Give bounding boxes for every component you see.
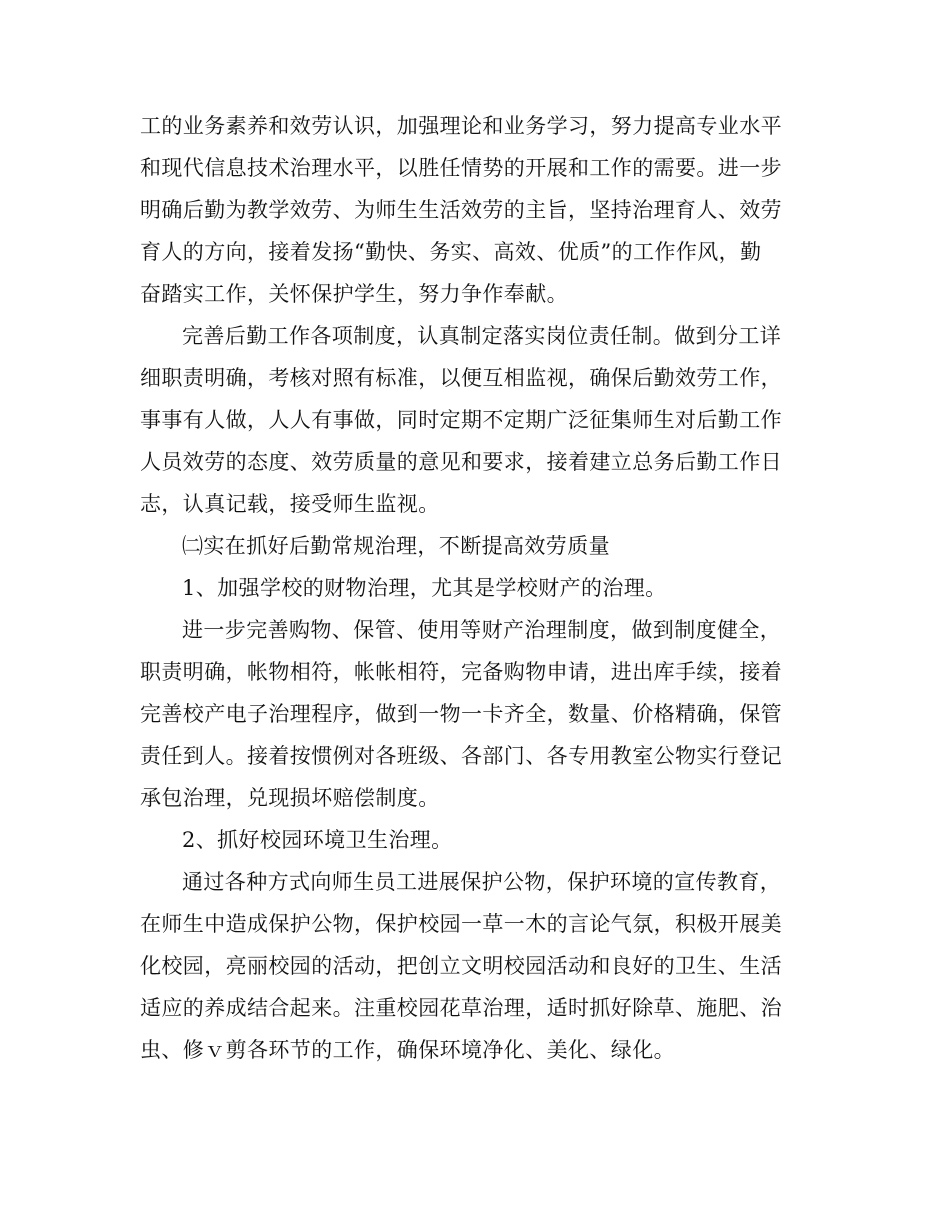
text-line: 完善校产电子治理程序，做到一物一卡齐全，数量、价格精确，保管: [140, 702, 782, 726]
text-line: 适应的养成结合起来。注重校园花草治理，适时抓好除草、施肥、治: [140, 996, 782, 1020]
text-line: 在师生中造成保护公物，保护校园一草一木的言论气氛，积极开展美: [140, 912, 782, 936]
text-line: 和现代信息技术治理水平，以胜任情势的开展和工作的需要。进一步: [140, 156, 782, 180]
text-line: 育人的方向，接着发扬“勤快、务实、高效、优质”的工作作风，勤: [140, 240, 762, 264]
document-body: [140, 105, 812, 1071]
text-line: 完善后勤工作各项制度，认真制定落实岗位责任制。做到分工详: [182, 324, 782, 348]
text-line: 职责明确，帐物相符，帐帐相符，完备购物申请，进出库手续，接着: [140, 660, 782, 684]
text-line: 1、加强学校的财物治理，尤其是学校财产的治理。: [182, 576, 667, 600]
text-line: 明确后勤为教学效劳、为师生生活效劳的主旨，坚持治理育人、效劳: [140, 198, 782, 222]
text-line: 2、抓好校园环境卫生治理。: [182, 828, 453, 852]
text-line: ㈡实在抓好后勤常规治理，不断提高效劳质量: [182, 534, 610, 558]
text-line: 责任到人。接着按惯例对各班级、各部门、各专用教室公物实行登记: [140, 744, 782, 768]
text-line: 进一步完善购物、保管、使用等财产治理制度，做到制度健全，: [182, 618, 782, 642]
text-line: 工的业务素养和效劳认识，加强理论和业务学习，努力提高专业水平: [140, 114, 782, 138]
text-line: 承包治理，兑现损坏赔偿制度。: [140, 786, 440, 810]
text-line: 通过各种方式向师生员工进展保护公物，保护环境的宣传教育，: [182, 870, 782, 894]
text-line: 奋踏实工作，关怀保护学生，努力争作奉献。: [140, 282, 568, 306]
text-line: 虫、修ｖ剪各环节的工作，确保环境净化、美化、绿化。: [140, 1038, 675, 1062]
text-line: 事事有人做，人人有事做，同时定期不定期广泛征集师生对后勤工作: [140, 408, 782, 432]
text-line: 化校园，亮丽校园的活动，把创立文明校园活动和良好的卫生、生活: [140, 954, 782, 978]
text-line: 人员效劳的态度、效劳质量的意见和要求，接着建立总务后勤工作日: [140, 450, 782, 474]
text-line: 志，认真记载，接受师生监视。: [140, 492, 440, 516]
text-line: 细职责明确，考核对照有标准，以便互相监视，确保后勤效劳工作，: [140, 366, 782, 390]
